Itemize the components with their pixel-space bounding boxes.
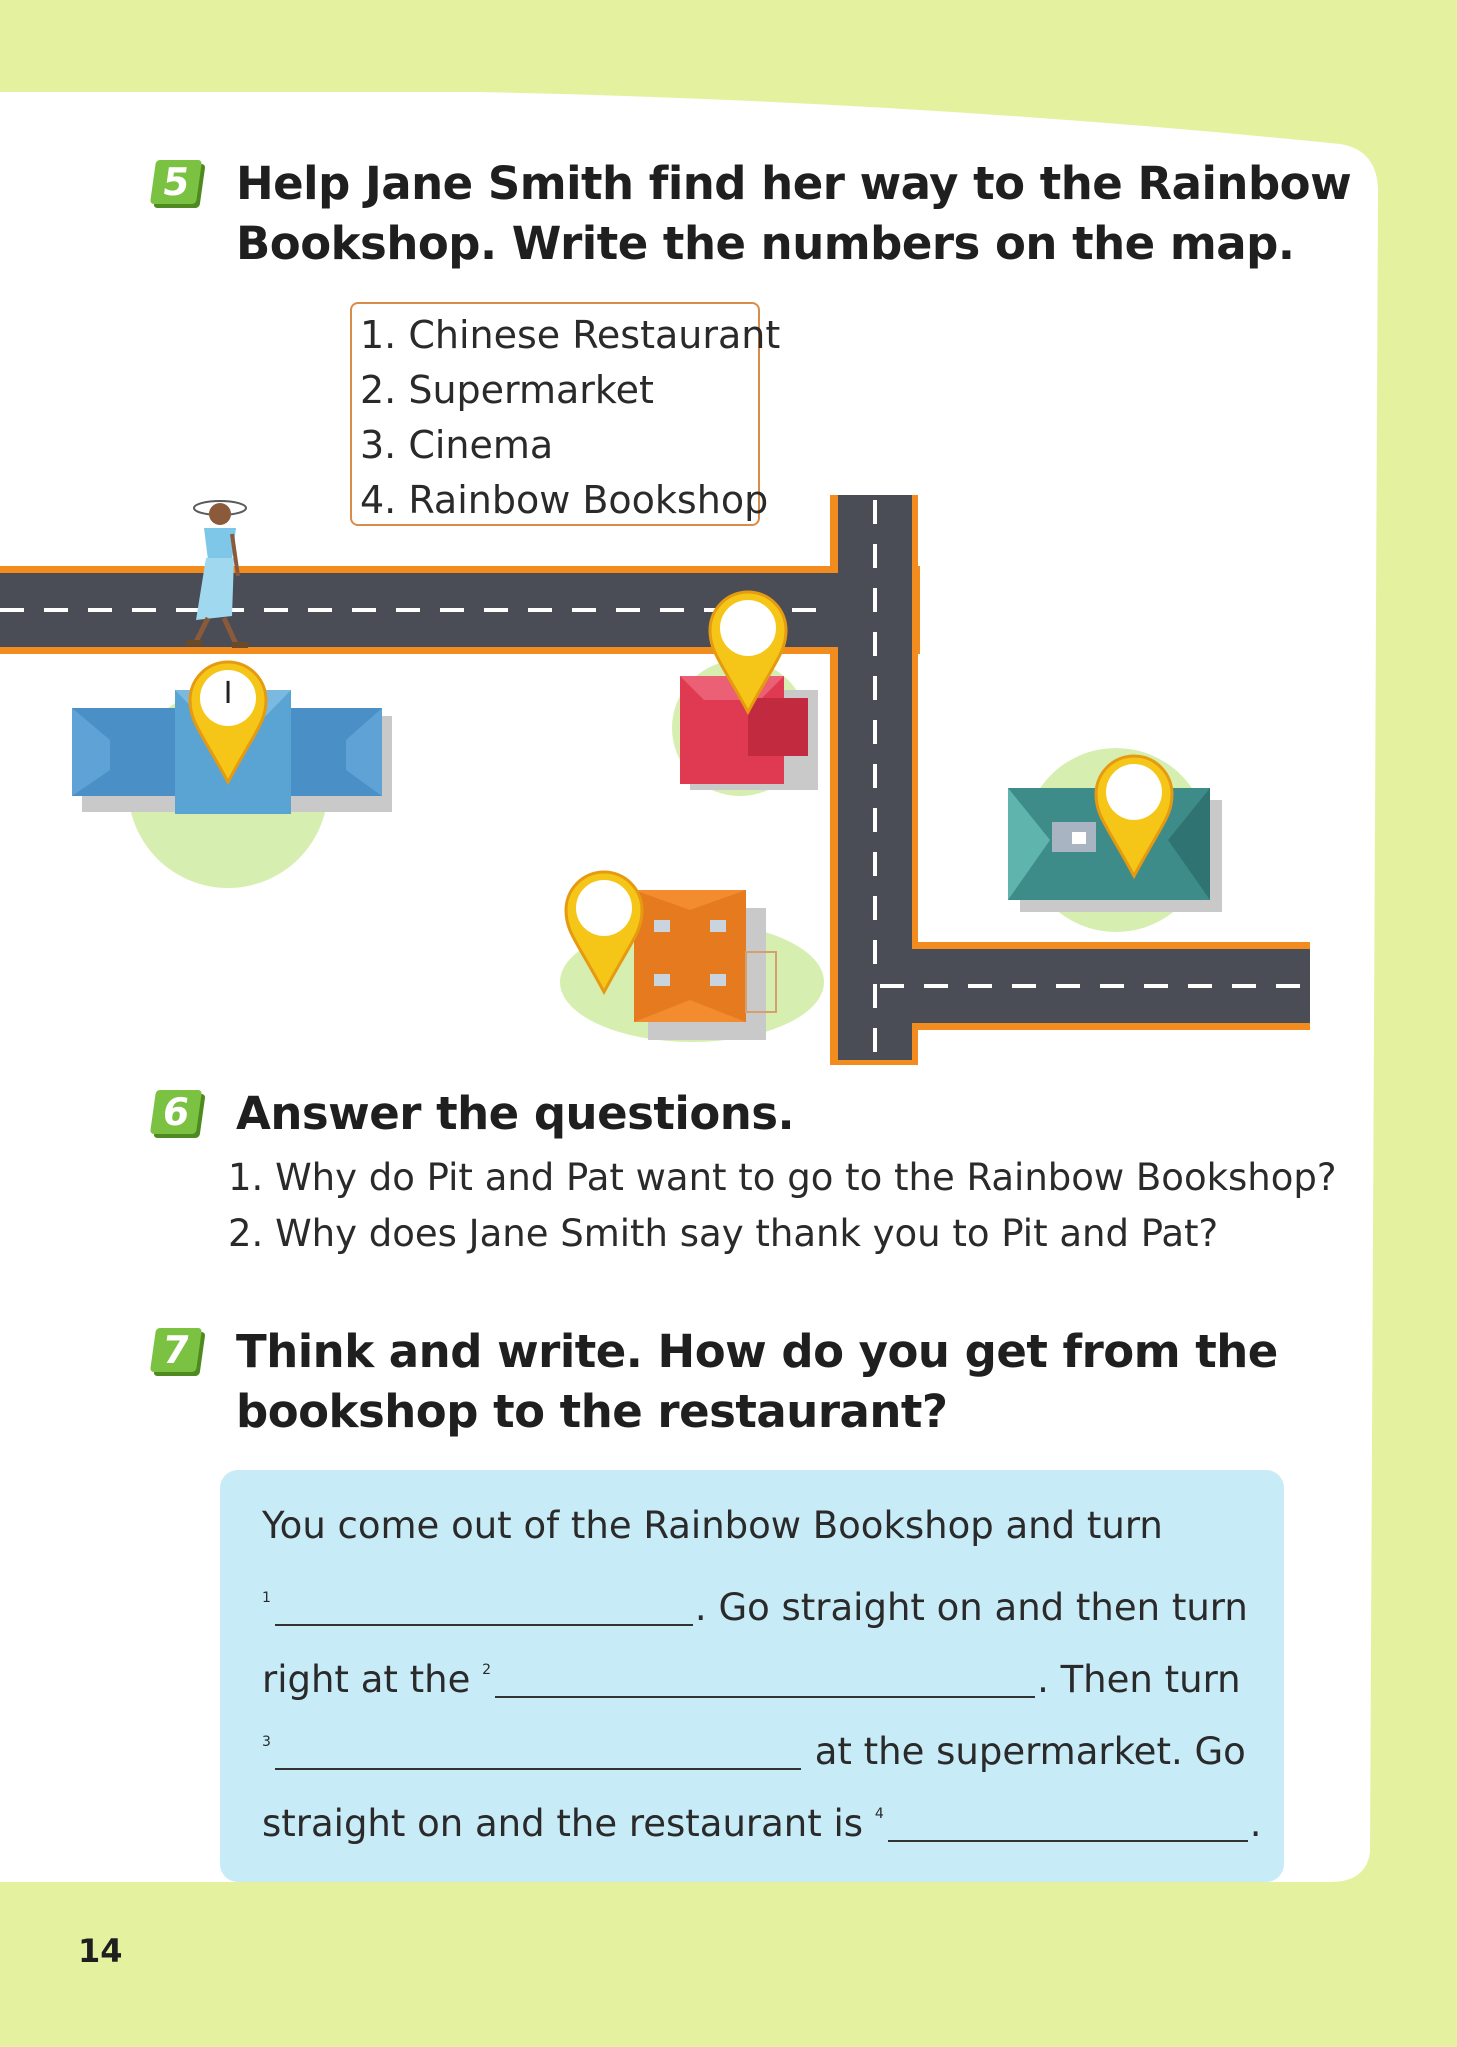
exercise-7-title xyxy=(236,1322,1278,1442)
answer-line-4-text: at the supermarket. Go xyxy=(814,1730,1246,1773)
answer-line-3 xyxy=(262,1634,1284,1706)
exercise-6-questions xyxy=(228,1150,1337,1262)
legend-item-2: 2. Supermarket xyxy=(360,368,654,412)
question-1: 1. Why do Pit and Pat want to go to the Rainbow Bookshop? xyxy=(228,1156,1337,1199)
answer-line-2-text: . Go straight on and then turn xyxy=(694,1586,1248,1629)
answer-line-5 xyxy=(262,1778,1284,1850)
legend-item-1: 1. Chinese Restaurant xyxy=(360,313,781,357)
exercise-7-title-line2: bookshop to the restaurant? xyxy=(236,1385,948,1438)
answer-line-2 xyxy=(262,1562,1284,1634)
answer-line-5-text-before: straight on and the restaurant is xyxy=(262,1802,864,1845)
blank-4-input[interactable] xyxy=(888,1800,1248,1842)
answer-line-1-text: You come out of the Rainbow Bookshop and turn xyxy=(262,1504,1163,1547)
legend-item-4: 4. Rainbow Bookshop xyxy=(360,478,769,522)
exercise-5-number: 5 xyxy=(159,160,193,204)
exercise-7-badge xyxy=(150,1328,202,1372)
exercise-5-title-line1: Help Jane Smith find her way to the Rainbow xyxy=(236,157,1352,210)
answer-line-1 xyxy=(262,1490,1284,1562)
exercise-6-title: Answer the questions. xyxy=(236,1087,795,1140)
answer-line-4 xyxy=(262,1706,1284,1778)
exercise-7-number: 7 xyxy=(159,1328,193,1372)
blank-2-number: 2 xyxy=(482,1662,492,1678)
answer-box xyxy=(220,1470,1284,1882)
answer-line-3-text-before: right at the xyxy=(262,1658,471,1701)
blank-3-number: 3 xyxy=(262,1734,271,1750)
blank-1-input[interactable] xyxy=(275,1584,693,1626)
blank-4-number: 4 xyxy=(874,1806,884,1822)
places-legend xyxy=(350,302,781,526)
answer-line-3-text-after: . Then turn xyxy=(1037,1658,1241,1701)
answer-line-5-text-after: . xyxy=(1249,1802,1262,1845)
pin-1-label: I xyxy=(223,676,233,711)
exercise-6-number: 6 xyxy=(159,1090,193,1134)
question-2: 2. Why does Jane Smith say thank you to Pit and Pat? xyxy=(228,1212,1219,1255)
blank-1-number: 1 xyxy=(262,1590,271,1606)
legend-item-3: 3. Cinema xyxy=(360,423,554,467)
exercise-5-title-line2: Bookshop. Write the numbers on the map. xyxy=(236,217,1295,270)
exercise-7-title-line1: Think and write. How do you get from the xyxy=(236,1325,1278,1378)
blank-2-input[interactable] xyxy=(495,1656,1035,1698)
page-number: 14 xyxy=(78,1932,123,1970)
exercise-6-badge xyxy=(150,1090,202,1134)
blank-3-input[interactable] xyxy=(275,1728,801,1770)
